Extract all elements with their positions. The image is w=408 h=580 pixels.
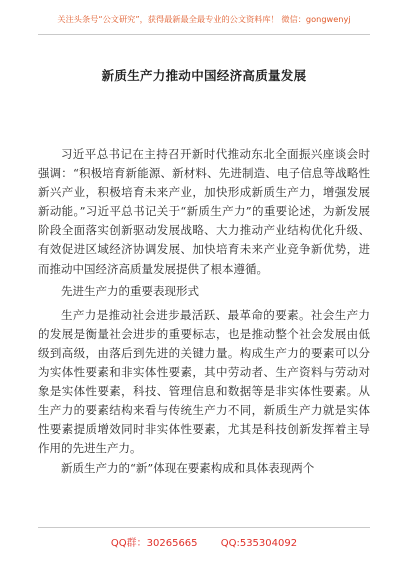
footer-divider	[38, 527, 370, 528]
document-body	[38, 145, 370, 478]
footer-qq-number: QQ:535304092	[220, 538, 298, 549]
section-subheading: 先进生产力的重要表现形式	[61, 283, 199, 298]
paragraph: 习近平总书记在主持召开新时代推动东北全面振兴座谈会时强调：“积极培育新能源、新材料、先进制造、电子信息等战略性新兴产业，积极培育未来产业，加快形成新质生产力，增强发展新动能。”习近平总书记关于“新质生产力”的重要论述，为新发展阶段全面落实创新驱动发展战略、大力推动产业结构优化升级、有效促进区域经济协调发展、加快培育未来产业竞争新优势，进而推动中国经济高质量发展提供了根本遵循。	[38, 147, 370, 276]
paragraph: 新质生产力的“新”体现在要素构成和具体表现两个	[61, 460, 315, 475]
header-note: 关注头条号“公文研究”，获得最新最全最专业的公文资料库！ 微信：gongwenyj	[57, 14, 351, 24]
footer-contact	[0, 534, 408, 549]
document-title: 新质生产力推动中国经济高质量发展	[101, 68, 307, 83]
footer-qq-group: QQ群：30265665	[110, 538, 198, 549]
header-divider	[38, 34, 370, 35]
paragraph: 生产力是推动社会进步最活跃、最革命的要素。社会生产力的发展是衡量社会进步的重要标志，也是推动整个社会发展由低级到高级，由落后到先进的关键力量。构成生产力的要素可以分为实体性要素和非实体性要素，其中劳动者、生产资料与劳动对象是实体性要素，科技、管理信息和数据等是非实体性要素。从生产力的要素结构来看与传统生产力不同，新质生产力就是实体性要素提质增效同时非实体性要素，尤其是科技创新发挥着主导作用的先进生产力。	[38, 307, 370, 456]
